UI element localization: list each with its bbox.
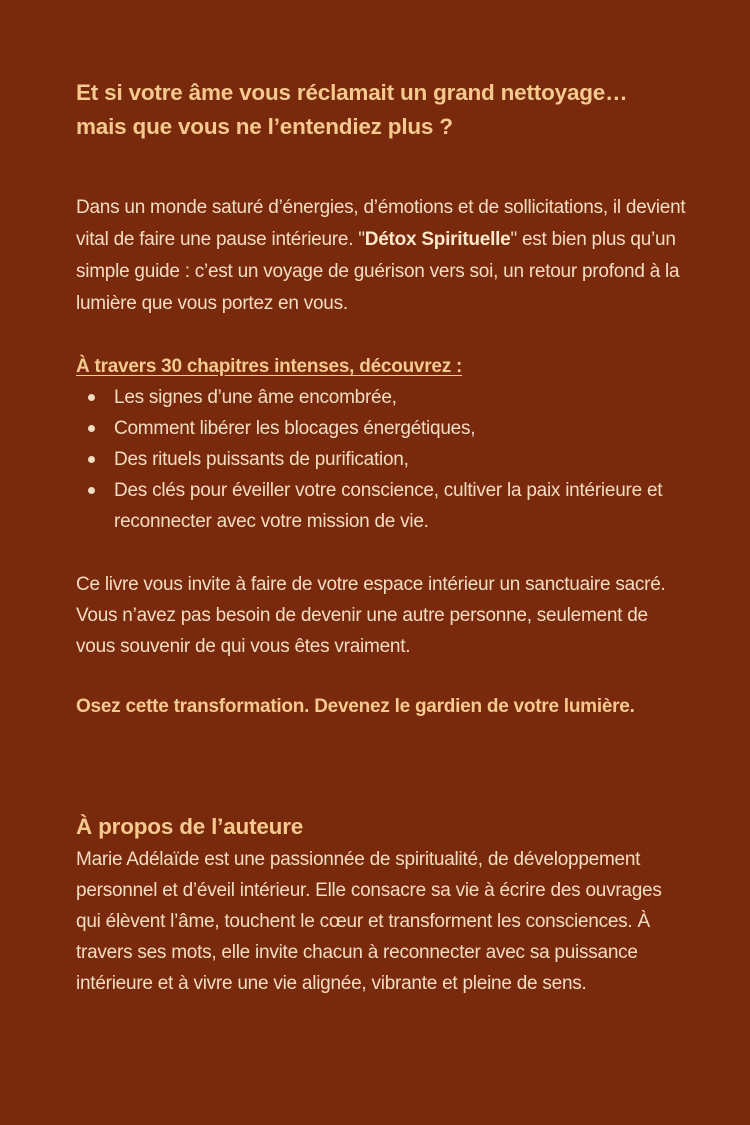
list-item [76,475,690,537]
headline-line-2: mais que vous ne l’entendiez plus ? [76,114,453,139]
list-item [76,413,690,444]
bullet-icon [88,456,95,463]
bullet-icon [88,487,95,494]
invite-paragraph: Ce livre vous invite à faire de votre espace intérieur un sanctuaire sacré. Vous n’avez pas besoin de devenir une autre personne, seulement de vous souvenir de qui vous êtes vraiment. [76,574,666,657]
bullet-icon [88,394,95,401]
chapters-list [76,382,690,537]
list-item-text: Comment libérer les blocages énergétiques, [114,418,476,439]
about-paragraph: Marie Adélaïde est une passionnée de spiritualité, de développement personnel et d’éveil intérieur. Elle consacre sa vie à écrire des ouvrages qui élèvent l’âme, touchent le cœur et transforment les consciences. À travers ses mots, elle invite chacun à reconnecter avec sa puissance intérieure et à vivre une vie alignée, vibrante et pleine de sens. [76,849,662,994]
intro-paragraph [76,192,690,320]
book-title: Détox Spirituelle [364,229,511,250]
list-item [76,444,690,475]
headline-line-1: Et si votre âme vous réclamait un grand nettoyage… [76,80,628,105]
call-to-action: Osez cette transformation. Devenez le gardien de votre lumière. [76,696,635,717]
list-item-text: Des rituels puissants de purification, [114,449,409,470]
intro-text-before: Dans un monde saturé d’énergies, d’émotions et de sollicitations, il devient vital de faire une pause intérieure. " [76,197,686,250]
bullet-icon [88,425,95,432]
about-heading: À propos de l’auteure [76,814,304,839]
intro-text-after: " est bien plus qu’un simple guide : c’est un voyage de guérison vers soi, un retour profond à la lumière que vous portez en vous. [76,229,680,314]
list-item-text: Les signes d’une âme encombrée, [114,387,397,408]
headline [76,76,690,144]
list-item-text: Des clés pour éveiller votre conscience, cultiver la paix intérieure et reconnecter avec votre mission de vie. [114,480,663,532]
chapters-heading: À travers 30 chapitres intenses, découvrez : [76,356,463,377]
list-item [76,382,690,413]
